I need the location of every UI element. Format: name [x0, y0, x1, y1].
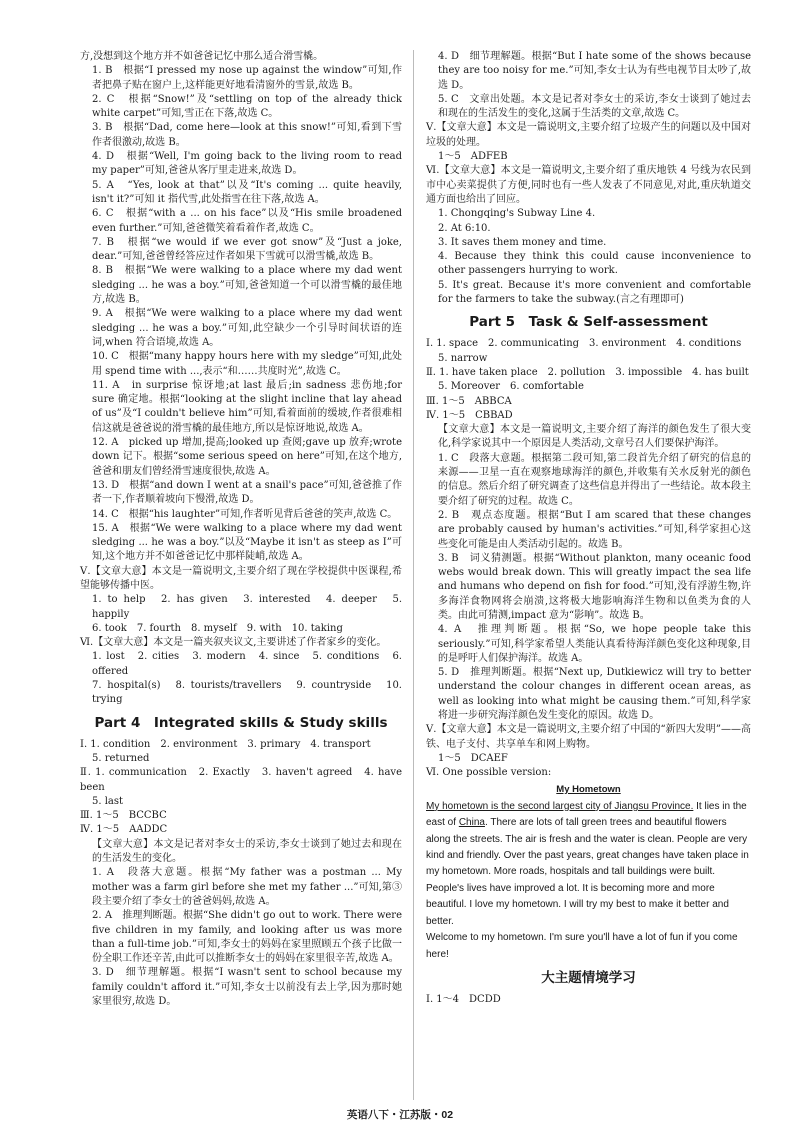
essay-paragraph-2: Welcome to my hometown. I'm sure you'll have a lot of fun if you come here! — [426, 932, 738, 960]
answer-line: 4. Because they think this could cause inconvenience to other passengers hurrying to work. — [438, 251, 751, 277]
answer-line: Ⅲ. 1～5 ABBCA — [426, 395, 512, 407]
column-divider — [413, 50, 414, 1100]
essay — [426, 783, 751, 963]
answer-line: 5. Moreover 6. comfortable — [438, 381, 584, 393]
right-tail — [426, 970, 751, 1007]
answer-line: 1～5 ADFEB — [438, 151, 508, 163]
answer-line: 2. C 根据“Snow!”及“settling on top of the already thick white carpet”可知,雪正在下落,故选 C。 — [92, 93, 402, 120]
answer-line: 9. A 根据“We were walking to a place where my dad went sledging ... he was a boy.”可知,此空缺少一个引导时间状语的连词,when 符合语境,故选 A。 — [92, 308, 402, 348]
right-answers — [426, 50, 751, 781]
answer-line: 1. lost 2. cities 3. modern 4. since 5. conditions 6. offered — [92, 651, 402, 677]
answer-line: 13. D 根据“and down I went at a snail's pace”可知,爸爸推了作者一下,作者顺着坡向下慢滑,故选 D。 — [92, 479, 402, 506]
essay-text-b: . There are lots of tall green trees and beautiful flowers along the streets. The air is fresh and the water is clean. People are very kind and friendly. Over the past years, great changes have taken place in my hometown. More roads, hospitals and tall buildings were built. People's lives have improved a lot. It is becoming more and more beautiful. I love my hometown. I will try my best to make it better and better. — [426, 817, 749, 927]
right-column — [426, 50, 751, 1007]
answer-line: 5. C 文章出处题。本文是记者对李女士的采访,李女士谈到了她过去和现在的生活发生的变化,这属于生活类的文章,故选 C。 — [438, 93, 751, 120]
left-column — [80, 50, 402, 1009]
answer-line: 5. returned — [92, 752, 150, 764]
answer-line: 1. A 段落大意题。根据“My father was a postman ... My mother was a farm girl before she met my father ...”可知,第③段主要介绍了李女士的爸爸妈妈,故选 A。 — [92, 867, 402, 907]
answer-line: Ⅳ. 1～5 CBBAD — [426, 409, 513, 421]
answer-line: 2. At 6:10. — [438, 222, 491, 234]
essay-text-a: It lies in the east of — [426, 800, 747, 829]
answer-line: 6. took 7. fourth 8. myself 9. with 10. taking — [92, 622, 343, 634]
answer-line: 3. It saves them money and time. — [438, 236, 607, 248]
answer-line: 1. C 段落大意题。根据第二段可知,第二段首先介绍了研究的信息的来源——卫星一直在观察地球海洋的颜色,并收集有关水反射光的颜色的信息。然后介绍了研究调查了这些信息并得出了一些结论。故本段主要介绍了研究的过程。故选 C。 — [438, 452, 751, 507]
essay-title: My Hometown — [556, 783, 621, 795]
answer-line: 11. A in surprise 惊讶地;at last 最后;in sadness 悲伤地;for sure 确定地。根据“looking at the slight incline that lay ahead of us”及“I couldn't believe him”可知,看着面前的缓坡,作者很难相信这就是爸爸说的滑雪橇的最佳地方,所以是惊讶地说,故选 A。 — [92, 379, 402, 434]
answer-line: 1. B 根据“I pressed my nose up against the window”可知,作者把鼻子贴在窗户上,这样能更好地看清窗外的雪景,故选 B。 — [92, 65, 402, 91]
answer-line: 4. A 推理判断题。根据“So, we hope people take this seriously.”可知,科学家希望人类能认真看待海洋颜色变化这种现象,目的是呼吁人们保护海洋。故选 A。 — [438, 624, 751, 664]
answer-line: 6. C 根据“with a ... on his face”以及“His smile broadened even further.”可知,爸爸微笑着看着作者,故选 C。 — [92, 208, 402, 234]
answer-line: 5. last — [92, 795, 124, 807]
answer-line: 14. C 根据“his laughter”可知,作者听见背后爸爸的笑声,故选 C。 — [92, 508, 398, 520]
answer-line: 5. A “Yes, look at that”以及“It's coming ... quite heavily, isn't it?”可知 it 指代雪,此处指雪在往下落,故选 A。 — [92, 179, 402, 205]
page-footer: 英语八下・江苏版・02 — [346, 1109, 454, 1121]
answer-line: Ⅱ. 1. communication 2. Exactly 3. haven't agreed 4. have been — [80, 767, 402, 793]
answer-line: Ⅰ. 1. condition 2. environment 3. primary 4. transport — [80, 738, 371, 750]
answer-line: 7. B 根据“we would if we ever got snow”及“Just a joke, dear.”可知,爸爸曾经答应过作者如果下雪就可以滑雪橇,故选 B。 — [92, 236, 402, 263]
answer-line: 8. B 根据“We were walking to a place where my dad went sledging ... he was a boy.”可知,爸爸知道一个可以滑雪橇的最佳地方,故选 B。 — [92, 265, 402, 306]
answer-line: 10. C 根据“many happy hours here with my sledge”可知,此处用 spend time with ...,表示“和……共度时光”,故选 C。 — [92, 351, 402, 377]
answer-line: Ⅰ. 1. space 2. communicating 3. environment 4. conditions — [426, 338, 742, 350]
answer-line: 3. B 词义猜测题。根据“Without plankton, many oceanic food webs would break down. This will greatly impact the sea life and humans who depend on fish for food.”可知,没有浮游生物,许多海洋食物网将会崩溃,这将极大地影响海洋生物和以鱼类为食的人类。由此可猜测,impact 意为“影响”。故选 B。 — [438, 552, 751, 621]
section-heading: Part 5 Task & Self-assessment — [469, 314, 708, 331]
answer-line: 2. B 观点态度题。根据“But I am scared that these changes are probably caused by human's activities.”可知,科学家担心这些变化可能是由人类活动引起的。故选 B。 — [438, 509, 751, 550]
answer-line: 2. A 推理判断题。根据“She didn't go out to work. There were five children in my family, and looking after us was more than a full-time job.”可知,李女士的妈妈在家里照顾五个孩子比做一份全职工作还辛苦,由此可以推断李女士的妈妈在家里很辛苦,故选 A。 — [92, 910, 402, 965]
answer-line: 方,没想到这个地方并不如爸爸记忆中那么适合滑雪橇。 — [80, 51, 324, 62]
answer-line: 4. D 细节理解题。根据“But I hate some of the shows because they are too noisy for me.”可知,李女士认为有些电视节目太吵了,故选 D。 — [438, 51, 751, 91]
essay-underlined-2: China — [458, 817, 485, 829]
answer-line: 1～5 DCAEF — [438, 752, 508, 764]
section-heading: 大主题情境学习 — [541, 969, 636, 986]
answer-line: 3. B 根据“Dad, come here—look at this snow!”可知,看到下雪作者很激动,故选 B。 — [92, 122, 402, 148]
answer-line: 5. It's great. Because it's more convenient and comfortable for the farmers to take the subway.(言之有理即可) — [438, 279, 751, 306]
answer-line: 3. D 细节理解题。根据“I wasn't sent to school because my family couldn't afford it.”可知,李女士以前没有去上学,因为那时她家里很穷,故选 D。 — [92, 967, 402, 1007]
answer-line: 【文章大意】本文是一篇说明文,主要介绍了海洋的颜色发生了很大变化,科学家说其中一个原因是人类活动,文章号召人们要保护海洋。 — [438, 424, 751, 450]
answer-line: 7. hospital(s) 8. tourists/travellers 9. countryside 10. trying — [92, 680, 402, 706]
answer-line: 5. narrow — [438, 352, 488, 364]
essay-underlined-1: My hometown is the second largest city of Jiangsu Province. — [426, 800, 694, 812]
answer-line: Ⅴ.【文章大意】本文是一篇说明文,主要介绍了垃圾产生的问题以及中国对垃圾的处理。 — [426, 122, 751, 148]
answer-line: Ⅱ. 1. have taken place 2. pollution 3. impossible 4. has built — [426, 366, 749, 378]
answer-line: 1. Chongqing's Subway Line 4. — [438, 208, 596, 220]
essay-paragraph-1 — [426, 799, 751, 930]
answer-line: Ⅳ. 1～5 AADDC — [80, 824, 168, 836]
answer-line: Ⅵ. One possible version: — [426, 767, 552, 779]
answer-line: Ⅵ.【文章大意】本文是一篇说明文,主要介绍了重庆地铁 4 号线为农民到市中心卖菜提供了方便,同时也有一些人发表了不同意见,对此,重庆轨道交通方面也给出了回应。 — [426, 165, 751, 205]
answer-line: 5. D 推理判断题。根据“Next up, Dutkiewicz will try to better understand the colour changes in different ocean areas, as well as looking into what might be causing them.”可知,科学家将进一步研究海洋颜色发生变化的原因。故选 D。 — [438, 667, 751, 722]
section-heading: Part 4 Integrated skills & Study skills — [94, 714, 388, 731]
answer-line: Ⅴ.【文章大意】本文是一篇说明文,主要介绍了现在学校提供中医课程,希望能够传播中医。 — [80, 565, 402, 591]
answer-line: 15. A 根据“We were walking to a place where my dad went sledging ... he was a boy.”以及“Maybe it isn't as steep as I”可知,这个地方并不如爸爸记忆中那样陡峭,故选 A。 — [92, 522, 402, 563]
answer-line: Ⅰ. 1～4 DCDD — [426, 993, 501, 1005]
answer-line: Ⅵ.【文章大意】本文是一篇夹叙夹议文,主要讲述了作者家乡的变化。 — [80, 637, 387, 649]
answer-line: 12. A picked up 增加,提高;looked up 查阅;gave up 放弃;wrote down 记下。根据“some serious speed on here”可知,在这个地方,爸爸和朋友们曾经滑雪速度很快,故选 A。 — [92, 437, 402, 477]
answer-line: 1. to help 2. has given 3. interested 4. deeper 5. happily — [92, 594, 402, 620]
answer-line: Ⅴ.【文章大意】本文是一篇说明文,主要介绍了中国的“新四大发明”——高铁、电子支付、共享单车和网上购物。 — [426, 724, 751, 750]
answer-line: 【文章大意】本文是记者对李女士的采访,李女士谈到了她过去和现在的生活发生的变化。 — [92, 838, 402, 865]
answer-line: 4. D 根据“Well, I'm going back to the living room to read my paper”可知,爸爸从客厅里走进来,故选 D。 — [92, 151, 402, 177]
answer-line: Ⅲ. 1～5 BCCBC — [80, 810, 167, 822]
